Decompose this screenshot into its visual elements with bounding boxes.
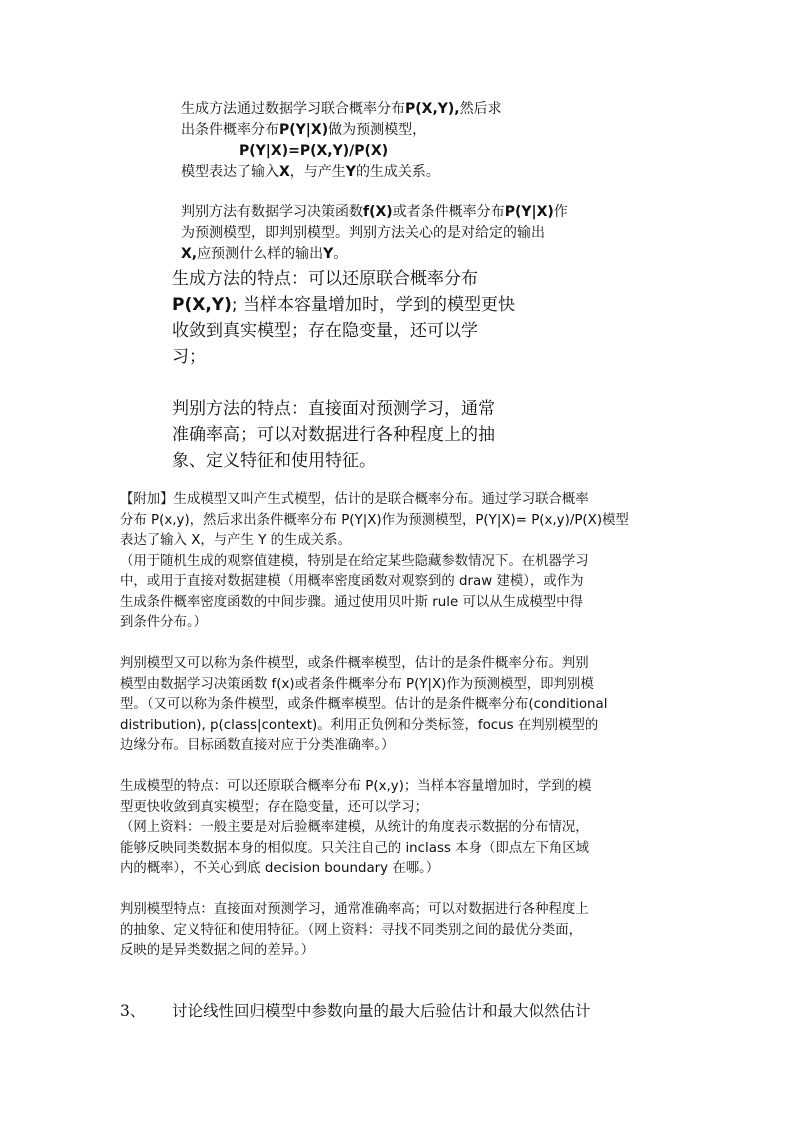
slide-text-line: 模型表达了输入X，与产生Y的生成关系。 — [181, 164, 440, 180]
slide-text-line: 收敛到真实模型；存在隐变量，还可以学 — [172, 321, 478, 341]
paragraph-line: 能够反映同类数据本身的相似度。只关注自己的 inclass 本身（即点左下角区域 — [120, 840, 590, 856]
slide-text-line: X,应预测什么样的输出Y。 — [181, 246, 348, 262]
slide-text-line: 判别方法有数据学习决策函数f(X)或者条件概率分布P(Y|X)作 — [181, 204, 568, 220]
paragraph-line: 型。（又可以称为条件模型，或条件概率模型。估计的是条件概率分布(conditional — [120, 697, 608, 712]
question-heading — [120, 1000, 680, 1022]
question-number: 3、 — [120, 1002, 146, 1020]
paragraph-line: 分布 P(x,y)，然后求出条件概率分布 P(Y|X)作为预测模型，P(Y|X)= P(x,y)/P(X)模型 — [120, 512, 629, 528]
slide-text-line: 习； — [172, 347, 206, 367]
generative-features-paragraph — [120, 777, 680, 880]
slide-image-characteristics — [172, 266, 542, 474]
spacer — [181, 183, 621, 202]
paragraph-line: 反映的是异类数据之间的差异。） — [120, 943, 315, 958]
slide-text-line: 判别方法的特点：直接面对预测学习，通常 — [172, 399, 495, 419]
paragraph-line: 边缘分布。目标函数直接对应于分类准确率。） — [120, 738, 395, 753]
slide-text-line: 生成方法通过数据学习联合概率分布P(X,Y),然后求 — [181, 101, 502, 117]
slide-text-line: 象、定义特征和使用特征。 — [172, 451, 376, 471]
paragraph-line: （网上资料：一般主要是对后验概率建模，从统计的角度表示数据的分布情况， — [120, 820, 589, 835]
slide-formula: P(Y|X)=P(X,Y)/P(X) — [239, 143, 389, 159]
paragraph-line: distribution), p(class|context)。利用正负例和分类标签，focus 在判别模型的 — [120, 717, 599, 733]
spacer — [120, 757, 680, 778]
paragraph-line: 模型由数据学习决策函数 f(x)或者条件概率分布 P(Y|X)作为预测模型，即判别模 — [120, 676, 594, 692]
body-text — [120, 490, 680, 962]
slide-text-line: 出条件概率分布P(Y|X)做为预测模型， — [181, 122, 427, 138]
paragraph-line: 判别模型又可以称为条件模型，或条件概率模型，估计的是条件概率分布。判别 — [120, 656, 589, 671]
paragraph-line: 的抽象、定义特征和使用特征。（网上资料：寻找不同类别之间的最优分类面， — [120, 922, 582, 938]
spacer — [120, 880, 680, 901]
paragraph-line: 判别模型特点：直接面对预测学习，通常准确率高；可以对数据进行各种程度上 — [120, 902, 589, 917]
slide-text-line: 为预测模型，即判别模型。判别方法关心的是对给定的输出 — [181, 225, 545, 241]
paragraph-line: 型更快收敛到真实模型；存在隐变量，还可以学习； — [120, 799, 428, 815]
slide-image-generative-vs-discriminative — [181, 99, 621, 265]
spacer — [172, 370, 542, 396]
paragraph-line: 生成模型的特点：可以还原联合概率分布 P(x,y)；当样本容量增加时，学到的模 — [120, 779, 592, 794]
paragraph-line: 【附加】生成模型又叫产生式模型，估计的是联合概率分布。通过学习联合概率 — [120, 492, 589, 507]
appendix-paragraph — [120, 490, 680, 634]
paragraph-line: 到条件分布。） — [120, 615, 208, 630]
paragraph-line: 内的概率），不关心到底 decision boundary 在哪。） — [120, 861, 440, 876]
slide-text-line: P(X,Y); 当样本容量增加时，学到的模型更快 — [172, 295, 516, 315]
paragraph-line: 生成条件概率密度函数的中间步骤。通过使用贝叶斯 rule 可以从生成模型中得 — [120, 594, 583, 610]
paragraph-line: （用于随机生成的观察值建模，特别是在给定某些隐藏参数情况下。在机器学习 — [120, 553, 589, 569]
paragraph-line: 中，或用于直接对数据建模（用概率密度函数对观察到的 draw 建模），或作为 — [120, 574, 584, 589]
discriminative-features-paragraph — [120, 900, 680, 962]
discriminative-paragraph — [120, 654, 680, 757]
spacer — [120, 634, 680, 655]
slide-text-line: 准确率高；可以对数据进行各种程度上的抽 — [172, 425, 495, 445]
slide-text-line: 生成方法的特点：可以还原联合概率分布 — [172, 269, 478, 289]
question-text: 讨论线性回归模型中参数向量的最大后验估计和最大似然估计 — [172, 1002, 591, 1020]
paragraph-line: 表达了输入 X，与产生 Y 的生成关系。 — [120, 533, 351, 548]
